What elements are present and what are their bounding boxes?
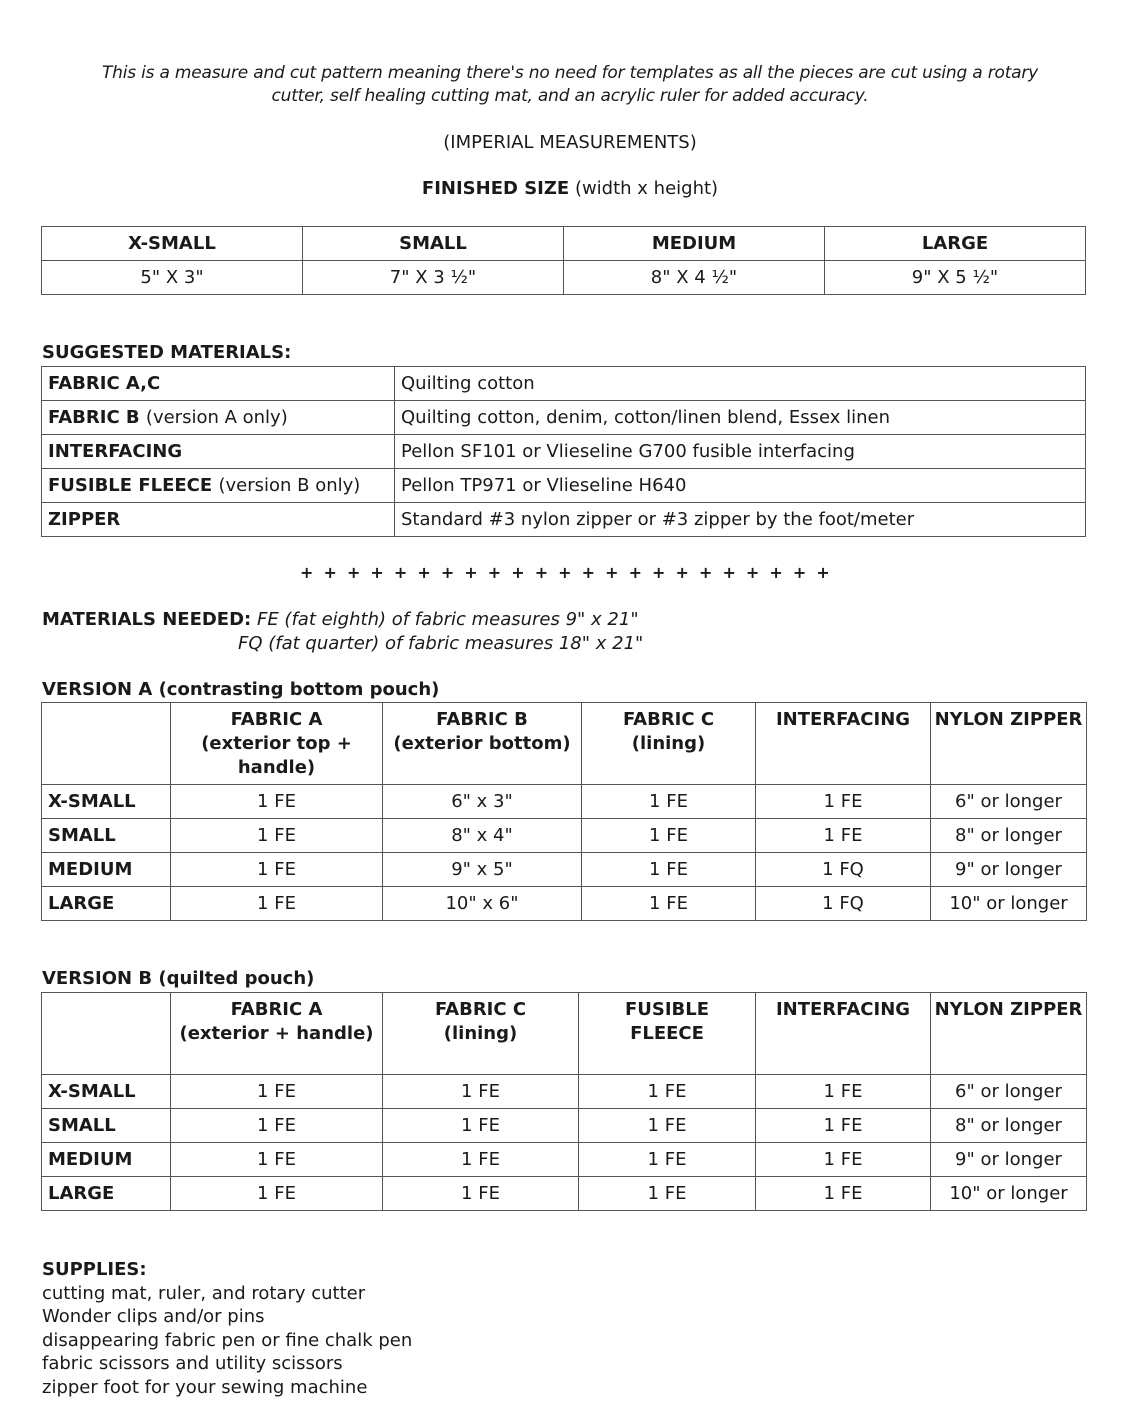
table-cell: 1 FE — [171, 853, 383, 887]
plus-icon: + — [698, 563, 713, 582]
material-row — [42, 469, 1086, 503]
material-row — [42, 401, 1086, 435]
plus-icon: + — [558, 563, 572, 582]
plus-icon: + — [675, 563, 689, 582]
row-size-label: X-SMALL — [42, 785, 171, 819]
table-cell: 1 FE — [171, 887, 383, 921]
table-cell: 1 FE — [383, 1143, 579, 1177]
plus-icon: + — [605, 563, 619, 582]
row-size-label: LARGE — [42, 1177, 171, 1211]
table-row — [42, 819, 1087, 853]
material-name: INTERFACING — [48, 441, 183, 462]
table-cell: 1 FE — [582, 819, 756, 853]
row-size-label: MEDIUM — [42, 1143, 171, 1177]
table-cell: 1 FE — [582, 887, 756, 921]
version-a-table — [41, 702, 1087, 921]
size-value: 8" X 4 ½" — [564, 261, 825, 295]
supply-item: fabric scissors and utility scissors — [42, 1353, 343, 1374]
material-note: (version B only) — [218, 475, 361, 496]
plus-icon: + — [769, 563, 783, 582]
material-name: ZIPPER — [48, 509, 121, 530]
table-row — [42, 853, 1087, 887]
table-cell: 1 FE — [756, 1109, 931, 1143]
imperial-label: (IMPERIAL MEASUREMENTS) — [443, 132, 697, 153]
plus-icon: + — [534, 563, 549, 582]
table-cell: 1 FE — [383, 1109, 579, 1143]
plus-icon: + — [511, 563, 525, 582]
table-cell: 8" x 4" — [383, 819, 582, 853]
material-value: Quilting cotton, denim, cotton/linen blend, Essex linen — [395, 401, 1086, 435]
materials-needed-fq: FQ (fat quarter) of fabric measures 18" x 21" — [238, 633, 644, 654]
empty-header — [42, 703, 171, 785]
supply-item: zipper foot for your sewing machine — [42, 1376, 368, 1398]
row-size-label: SMALL — [42, 819, 171, 853]
size-value: 5" X 3" — [42, 261, 303, 295]
table-row — [42, 1109, 1087, 1143]
supplies-list — [42, 1258, 412, 1399]
material-value: Pellon SF101 or Vlieseline G700 fusible interfacing — [395, 435, 1086, 469]
material-row — [42, 503, 1086, 537]
table-cell: 1 FQ — [756, 887, 931, 921]
table-cell: 1 FE — [171, 1143, 383, 1177]
finished-size-table — [41, 226, 1086, 295]
table-cell: 10" or longer — [931, 1177, 1087, 1211]
table-cell: 1 FE — [582, 853, 756, 887]
table-cell: 10" or longer — [931, 887, 1087, 921]
finished-size-heading — [0, 178, 1140, 199]
plus-icon: + — [464, 563, 478, 582]
material-name: FABRIC A,C — [48, 373, 161, 394]
table-cell: 1 FE — [579, 1143, 756, 1177]
table-cell: 1 FE — [756, 1177, 931, 1211]
intro-line-1: This is a measure and cut pattern meaning there's no need for templates as all the pieces are cut using a rotary — [101, 63, 1039, 83]
table-cell: 8" or longer — [931, 1109, 1087, 1143]
plus-icon: + — [417, 563, 431, 582]
column-header: FABRIC A (exterior + handle) — [171, 993, 383, 1075]
version-b-table — [41, 992, 1087, 1211]
size-header-row — [42, 227, 1086, 261]
supply-item: cutting mat, ruler, and rotary cutter — [42, 1282, 366, 1304]
plus-icon: + — [722, 563, 736, 582]
table-cell: 9" or longer — [931, 1143, 1087, 1177]
size-header: MEDIUM — [564, 227, 825, 261]
size-value: 7" X 3 ½" — [303, 261, 564, 295]
table-cell: 9" or longer — [931, 853, 1087, 887]
material-value: Standard #3 nylon zipper or #3 zipper by the foot/meter — [395, 503, 1086, 537]
material-row — [42, 435, 1086, 469]
table-cell: 1 FE — [383, 1177, 579, 1211]
intro-line-2: cutter, self healing cutting mat, and an acrylic ruler for added accuracy. — [271, 86, 869, 106]
size-value: 9" X 5 ½" — [825, 261, 1086, 295]
table-cell: 6" or longer — [931, 1075, 1087, 1109]
table-row — [42, 1177, 1087, 1211]
column-header: FUSIBLE FLEECE — [579, 993, 756, 1075]
size-header: X-SMALL — [42, 227, 303, 261]
material-note: (version A only) — [145, 407, 288, 428]
table-cell: 1 FE — [579, 1177, 756, 1211]
table-cell: 1 FE — [171, 1109, 383, 1143]
table-cell: 6" or longer — [931, 785, 1087, 819]
table-cell: 1 FE — [579, 1109, 756, 1143]
plus-icon: + — [652, 563, 666, 582]
material-label — [42, 503, 395, 537]
plus-divider — [300, 563, 830, 582]
version-a-header-row — [42, 703, 1087, 785]
table-cell: 1 FE — [171, 819, 383, 853]
material-label — [42, 367, 395, 401]
column-header: FABRIC C (lining) — [383, 993, 579, 1075]
table-cell: 1 FQ — [756, 853, 931, 887]
materials-needed — [42, 608, 643, 656]
finished-size-title: FINISHED SIZE — [421, 178, 570, 199]
plus-icon: + — [628, 563, 642, 582]
table-cell: 1 FE — [171, 785, 383, 819]
column-header: FABRIC A (exterior top + handle) — [171, 703, 383, 785]
material-label — [42, 469, 395, 503]
size-header: SMALL — [303, 227, 564, 261]
table-row — [42, 1075, 1087, 1109]
materials-needed-label: MATERIALS NEEDED: — [42, 609, 252, 630]
material-label — [42, 435, 395, 469]
material-row — [42, 367, 1086, 401]
material-name: FABRIC B — [48, 407, 140, 428]
suggested-materials-title: SUGGESTED MATERIALS: — [42, 342, 292, 363]
plus-icon: + — [300, 563, 314, 582]
plus-icon: + — [487, 563, 502, 582]
table-cell: 1 FE — [383, 1075, 579, 1109]
column-header: FABRIC C (lining) — [582, 703, 756, 785]
material-name: FUSIBLE FLEECE — [48, 475, 213, 496]
size-header: LARGE — [825, 227, 1086, 261]
version-a-title: VERSION A (contrasting bottom pouch) — [42, 679, 440, 700]
table-cell: 1 FE — [579, 1075, 756, 1109]
material-label — [42, 401, 395, 435]
supplies-title: SUPPLIES: — [42, 1259, 147, 1280]
column-header: NYLON ZIPPER — [931, 703, 1087, 785]
table-row — [42, 785, 1087, 819]
plus-icon: + — [393, 563, 408, 582]
version-b-title: VERSION B (quilted pouch) — [42, 968, 315, 989]
row-size-label: LARGE — [42, 887, 171, 921]
column-header: INTERFACING — [756, 993, 931, 1075]
column-header: INTERFACING — [756, 703, 931, 785]
size-value-row — [42, 261, 1086, 295]
material-value: Pellon TP971 or Vlieseline H640 — [395, 469, 1086, 503]
row-size-label: MEDIUM — [42, 853, 171, 887]
table-cell: 6" x 3" — [383, 785, 582, 819]
table-cell: 1 FE — [582, 785, 756, 819]
table-cell: 1 FE — [171, 1075, 383, 1109]
intro-paragraph — [40, 62, 1100, 108]
plus-icon: + — [745, 563, 760, 582]
finished-size-subtitle: (width x height) — [574, 178, 719, 199]
materials-needed-fe: FE (fat eighth) of fabric measures 9" x 21" — [256, 609, 639, 630]
table-cell: 8" or longer — [931, 819, 1087, 853]
table-cell: 1 FE — [756, 819, 931, 853]
suggested-materials-table — [41, 366, 1086, 537]
supply-item: Wonder clips and/or pins — [42, 1306, 265, 1327]
plus-icon: + — [323, 563, 337, 582]
table-cell: 9" x 5" — [383, 853, 582, 887]
empty-header — [42, 993, 171, 1075]
table-cell: 1 FE — [756, 785, 931, 819]
plus-icon: + — [816, 563, 830, 582]
table-row — [42, 887, 1087, 921]
table-cell: 10" x 6" — [383, 887, 582, 921]
version-b-header-row — [42, 993, 1087, 1075]
material-value: Quilting cotton — [395, 367, 1086, 401]
column-header: FABRIC B (exterior bottom) — [383, 703, 582, 785]
table-cell: 1 FE — [756, 1143, 931, 1177]
plus-icon: + — [792, 563, 807, 582]
plus-icon: + — [581, 563, 596, 582]
plus-icon: + — [346, 563, 361, 582]
table-cell: 1 FE — [756, 1075, 931, 1109]
row-size-label: SMALL — [42, 1109, 171, 1143]
plus-icon: + — [440, 563, 455, 582]
plus-icon: + — [370, 563, 384, 582]
table-cell: 1 FE — [171, 1177, 383, 1211]
column-header: NYLON ZIPPER — [931, 993, 1087, 1075]
supply-item: disappearing fabric pen or fine chalk pen — [42, 1329, 413, 1351]
table-row — [42, 1143, 1087, 1177]
row-size-label: X-SMALL — [42, 1075, 171, 1109]
